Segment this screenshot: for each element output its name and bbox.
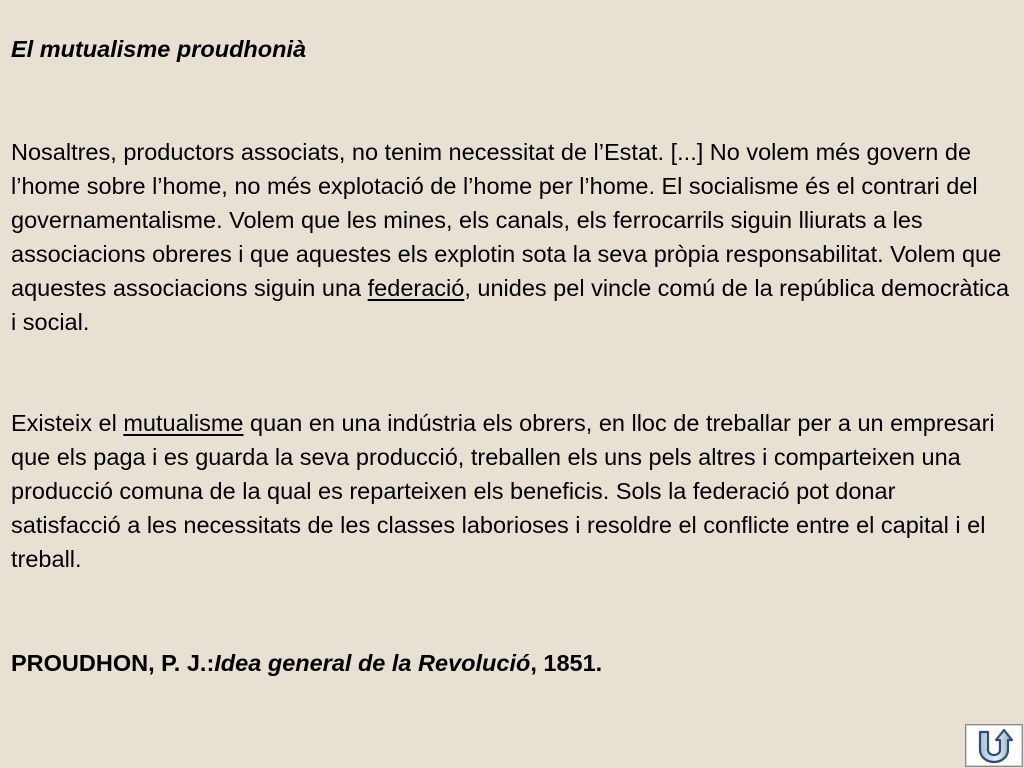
paragraph-2-text-end: quan en una indústria els obrers, en lloc de treballar per a un empresari que els paga i es guarda la seva producció, treballen els uns pels altres i comparteixen una producció comuna de la qual es reparteixen els beneficis. Sols la federació pot donar satisfacció a les necessitats de les classes laborioses i resoldre el conflicte entre el capital i el treball. (11, 410, 995, 572)
paragraph-2-text-start: Existeix el (11, 410, 124, 436)
mutualisme-link[interactable]: mutualisme (123, 410, 244, 436)
u-turn-back-icon (974, 728, 1014, 764)
page-title: El mutualisme proudhonià (11, 36, 307, 62)
paragraph-quote-1 (11, 135, 1011, 339)
paragraph-quote-2 (11, 406, 1011, 576)
citation-work: Idea general de la Revolució (214, 650, 531, 676)
back-button[interactable] (965, 724, 1023, 767)
citation (11, 646, 602, 680)
citation-year: , 1851. (530, 650, 603, 676)
citation-author: PROUDHON, P. J.: (11, 650, 215, 676)
paragraph-1-text-start: Nosaltres, productors associats, no tenim necessitat de l’Estat. [...] No volem més govern de l’home sobre l’home, no més explotació de l’home per l’home. El socialisme és el contrari del governamentalisme. Volem que les mines, els canals, els ferrocarrils siguin lliurats a les associacions obreres i que aquestes els explotin sota la seva pròpia responsabilitat. Volem que aquestes associacions siguin una (11, 139, 1002, 301)
paragraph-1-text-end: , unides pel vincle comú de la república democràtica i social. (11, 275, 1010, 335)
federacio-link[interactable]: federació (367, 275, 465, 301)
